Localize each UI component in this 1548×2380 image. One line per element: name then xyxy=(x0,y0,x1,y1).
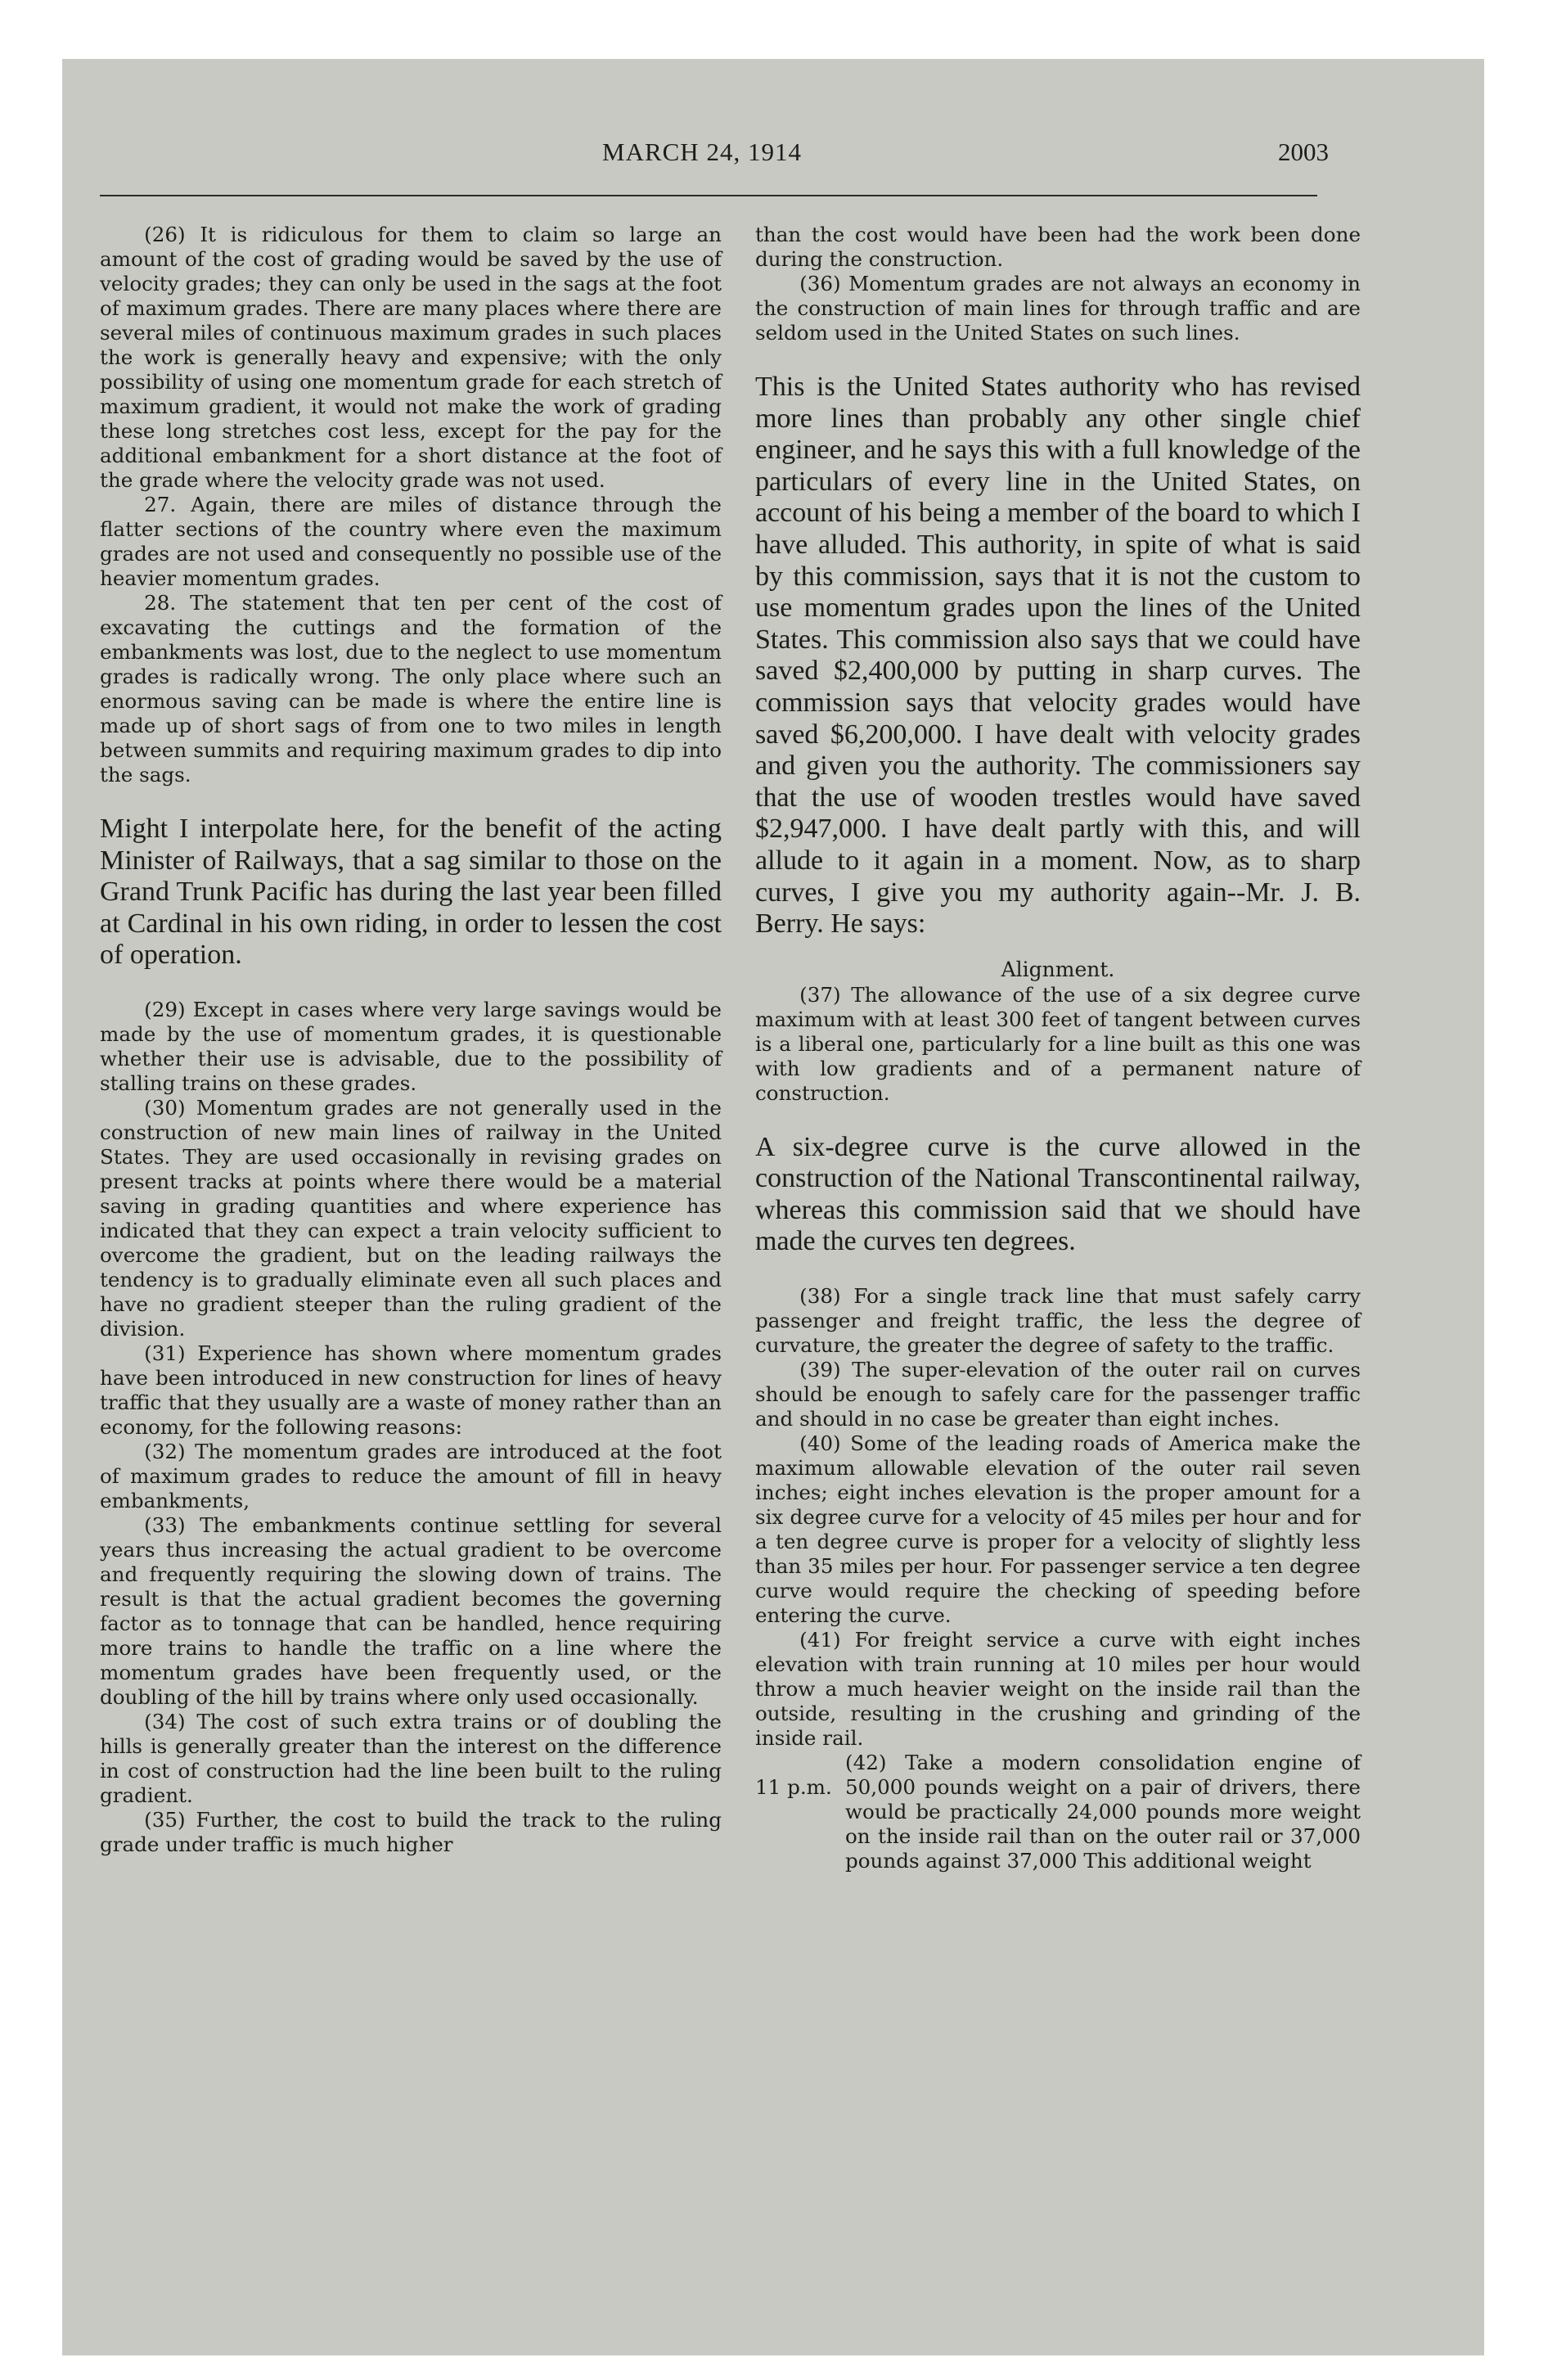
quoted-paragraph-27: 27. Again, there are miles of distance through the flatter sections of the country where even the maximum grades are not used and consequently no possible use of the heavier momentum grades. xyxy=(100,493,722,590)
speech-paragraph: Might I interpolate here, for the benefit of the acting Minister of Railways, that a sag similar to those on the Grand Trunk Pacific has during the last year been filled at Cardinal in his own riding, in order to lessen the cost of operation. xyxy=(100,814,722,971)
quoted-paragraph-40: (40) Some of the leading roads of America make the maximum allowable elevation of the outer rail seven inches; eight inches elevation is the proper amount for a six degree curve for a velocity of 45 miles per hour and for a ten degree curve is proper for a velocity of slightly less than 35 miles per hour. For passenger service a ten degree curve would require the checking of speeding before entering the curve. xyxy=(755,1431,1361,1628)
quoted-paragraph-26: (26) It is ridiculous for them to claim so large an amount of the cost of grading would be saved by the use of velocity grades; they can only be used in the sags at the foot of maximum grades. There are many places where there are several miles of continuous maximum grades in such places the work is generally heavy and expensive; with the only possibility of using one momentum grade for each stretch of maximum gradient, it would not make the work of grading these long stretches cost less, except for the pay for the additional embankment for a short distance at the foot of the grade where the velocity grade was not used. xyxy=(100,223,722,492)
speech-paragraph: This is the United States authority who has revised more lines than probably any other single chief engineer, and he says this with a full knowledge of the particulars of every line in the United States, on account of his being a member of the board to which I have alluded. This authority, in spite of what is said by this commission, says that it is not the custom to use momentum grades upon the lines of the United States. This commission also says that we could have saved $2,400,000 by putting in sharp curves. The commission says that velocity grades would have saved $6,200,000. I have dealt with velocity grades and given you the authority. The commissioners say that the use of wooden trestles would have saved $2,947,000. I have dealt partly with this, and will allude to it again in a moment. Now, as to sharp curves, I give you my authority again--Mr. J. B. Berry. He says: xyxy=(755,372,1361,940)
quoted-paragraph-36: (36) Momentum grades are not always an economy in the construction of main lines for through traffic and are seldom used in the United States on such lines. xyxy=(755,272,1361,345)
quoted-paragraph-35-continued: than the cost would have been had the work been done during the construction. xyxy=(755,223,1361,271)
quoted-paragraph-28: 28. The statement that ten per cent of the cost of excavating the cuttings and the formation of the embankments was lost, due to the neglect to use momentum grades is radically wrong. The only place where such an enormous saving can be made is where the entire line is made up of short sags of from one to two miles in length between summits and requiring maximum grades to dip into the sags. xyxy=(100,591,722,787)
quoted-paragraph-39: (39) The super-elevation of the outer rail on curves should be enough to safely care for the passenger traffic and should in no case be greater than eight inches. xyxy=(755,1358,1361,1431)
quoted-paragraph-32: (32) The momentum grades are introduced at the foot of maximum grades to reduce the amount of fill in heavy embankments, xyxy=(100,1439,722,1512)
quoted-paragraph-29: (29) Except in cases where very large savings would be made by the use of momentum grades, it is questionable whether their use is advisable, due to the possibility of stalling trains on these grades. xyxy=(100,997,722,1095)
quoted-paragraph-31: (31) Experience has shown where momentum grades have been introduced in new construction for lines of heavy traffic that they usually are a waste of money rather than an economy, for the following reasons: xyxy=(100,1341,722,1439)
quoted-paragraph-35: (35) Further, the cost to build the track to the ruling grade under traffic is much higher xyxy=(100,1807,722,1856)
page-header xyxy=(95,137,1329,170)
section-subheading: Alignment. xyxy=(1001,957,1115,981)
quoted-paragraph-37: (37) The allowance of the use of a six degree curve maximum with at least 300 feet of tangent between curves is a liberal one, particularly for a line built as this one was with low gradients and of a permanent nature of construction. xyxy=(755,982,1361,1105)
page-number: 2003 xyxy=(1278,137,1329,166)
right-column xyxy=(755,223,1361,1873)
quoted-paragraph-42: (42) Take a modern consolidation engine of 50,000 pounds weight on a pair of drivers, there would be practically 24,000 pounds more weight on the inside rail than on the outer rail or 37,000 pounds against 37,000 This additional weight xyxy=(845,1751,1361,1873)
left-column xyxy=(100,223,722,1857)
quoted-paragraph-38: (38) For a single track line that must safely carry passenger and freight traffic, the less the degree of curvature, the greater the degree of safety to the traffic. xyxy=(755,1284,1361,1358)
header-rule xyxy=(100,195,1317,196)
quoted-paragraph-33: (33) The embankments continue settling for several years thus increasing the actual gradient to be overcome and frequently requiring the slowing down of trains. The result is that the actual gradient becomes the governing factor as to tonnage that can be handled, hence requiring more trains to handle the traffic on a line where the momentum grades have been frequently used, or the doubling of the hill by trains where only used occasionally. xyxy=(100,1512,722,1709)
hansard-page xyxy=(62,59,1484,2355)
quoted-paragraph-41: (41) For freight service a curve with eight inches elevation with train running at 10 miles per hour would throw a much heavier weight on the inside rail than the outside, resulting in the crushing and grinding of the inside rail. xyxy=(755,1628,1361,1751)
quoted-paragraph-30: (30) Momentum grades are not generally used in the construction of new main lines of railway in the United States. They are used occasionally in revising grades on present tracks at points where there would be a material saving in grading quantities and where experience has indicated that they can expect a train velocity sufficient to overcome the gradient, but on the leading railways the tendency is to gradually eliminate even all such places and have no gradient steeper than the ruling gradient of the division. xyxy=(100,1095,722,1341)
timestamped-paragraph xyxy=(755,1751,1361,1873)
quoted-paragraph-34: (34) The cost of such extra trains or of doubling the hills is generally greater than the interest on the difference in cost of construction had the line been built to the ruling gradient. xyxy=(100,1709,722,1807)
time-marker: 11 p.m. xyxy=(755,1775,832,1800)
speech-paragraph: A six-degree curve is the curve allowed in the construction of the National Transcontinental railway, whereas this commission said that we should have made the curves ten degrees. xyxy=(755,1131,1361,1257)
page-date: MARCH 24, 1914 xyxy=(602,137,802,166)
